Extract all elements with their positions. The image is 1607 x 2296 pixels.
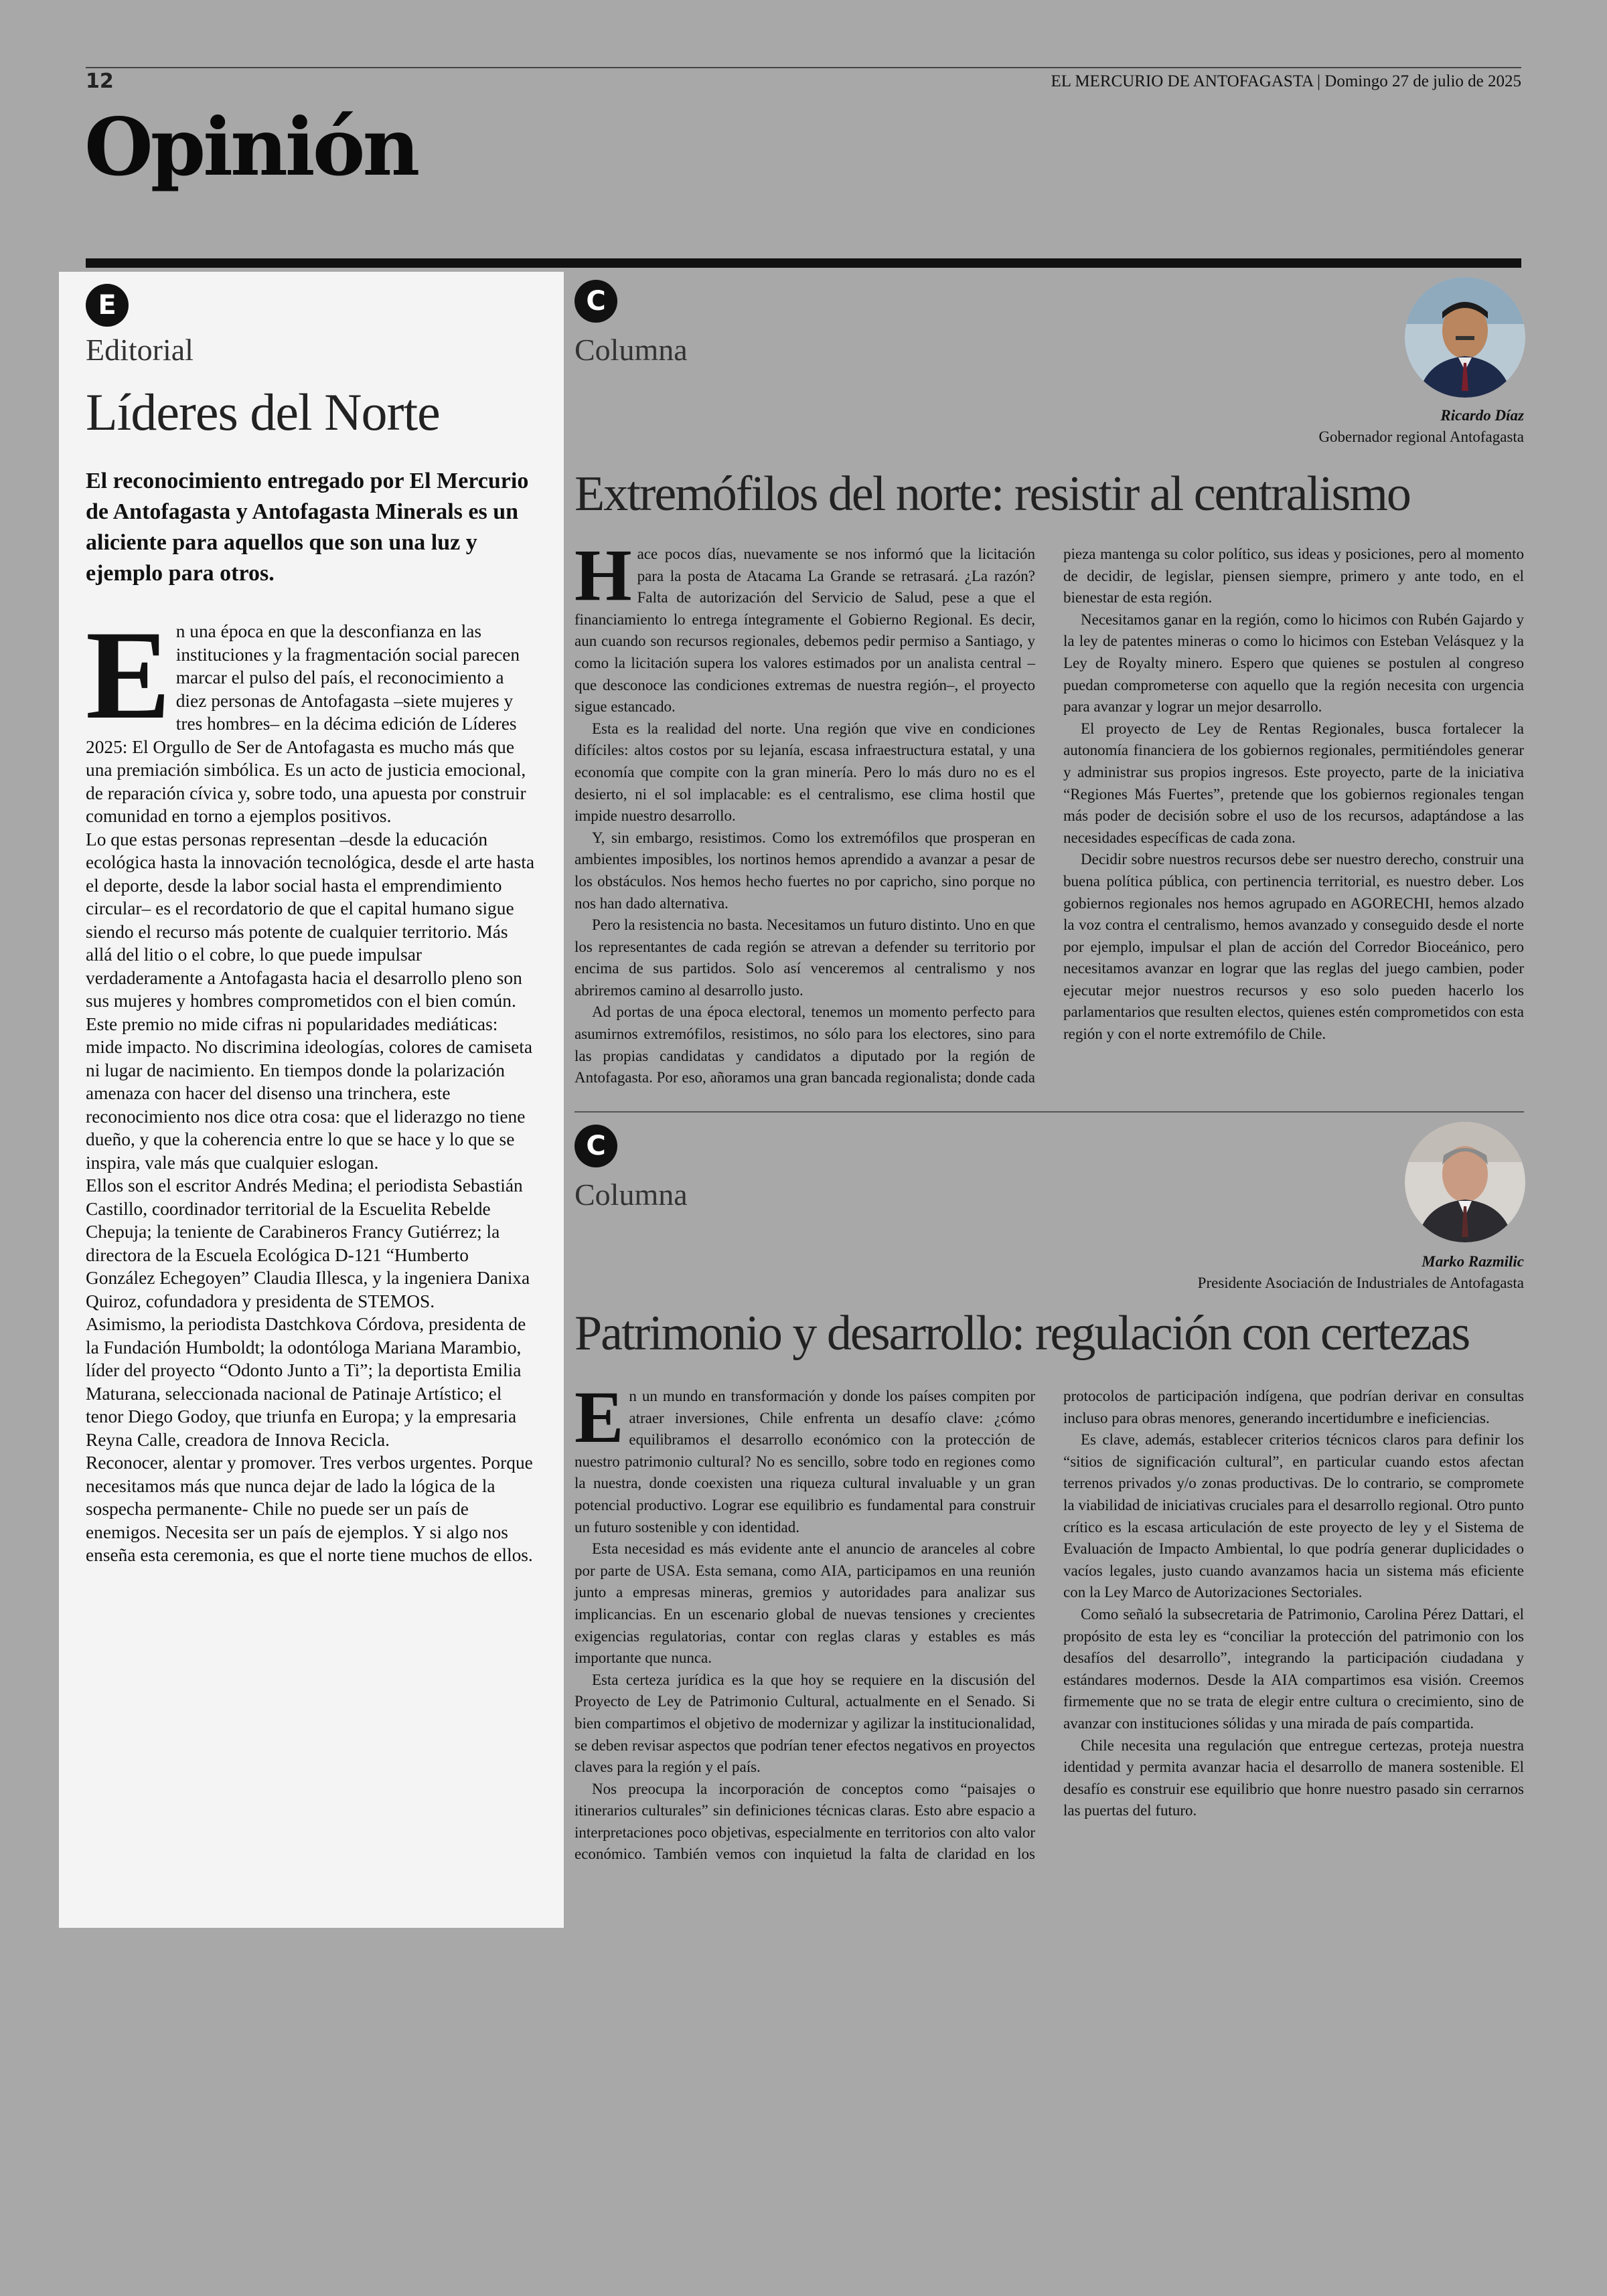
editorial-badge: E	[86, 284, 129, 327]
column2-paragraph: Es clave, además, establecer criterios técnicos claros para definir los “sitios de significación cultural”, en particular cuando estos afectan terrenos privados y/o zonas productivas. De lo contrario, se compromete la viabilidad de iniciativas cruciales para el desarrollo regional. Otro punto crítico es la escasa articulación de este proyecto de ley y el Sistema de Evaluación de Impacto Ambiental, lo que podría generar duplicidades o vacíos legales, justo cuando avanzamos hacia un sistema más eficiente con la Ley Marco de Autorizaciones Sectoriales.	[1063, 1431, 1524, 1601]
column1-paragraph: Esta es la realidad del norte. Una región que vive en condiciones difíciles: altos costos por su lejanía, escasa infraestructura estatal, y una economía que compite con la gran minería. Pero lo más duro no es el desierto, ni el sol implacable: es el centralismo, ese clima hostil que impide nuestro desarrollo.	[575, 720, 1035, 825]
column1-author-name: Ricardo Díaz	[1440, 407, 1524, 424]
column2-paragraph: Esta certeza jurídica es la que hoy se requiere en la discusión del Proyecto de Ley de Patrimonio Cultural, actualmente en el Senado. Si bien compartimos el objetivo de modernizar y agilizar la institucionalidad, se deben revisar aspectos que podrían tener efectos negativos en proyectos claves para la región y el país.	[575, 1671, 1035, 1776]
column2-kicker: Columna	[575, 1177, 688, 1212]
column1-paragraph: Pero la resistencia no basta. Necesitamos un futuro distinto. Uno en que los representantes de cada región se atrevan a defender su territorio por encima de sus partidos. Solo así venceremos al centralismo y nos abriremos camino al desarrollo justo.	[575, 916, 1035, 999]
column2-body	[575, 1376, 1524, 1908]
editorial-paragraph: En una época en que la desconfianza en las instituciones y la fragmentación social parecen marcar el pulso del país, el reconocimiento a diez personas de Antofagasta –siete mujeres y tres hombres– en la décima edición de Líderes 2025: El Orgullo de Ser de Antofagasta es mucho más que una premiación simbólica. Es un acto de justicia emocional, de reparación cívica y, sobre todo, una apuesta por construir comunidad en torno a ejemplos positivos.	[86, 605, 526, 826]
column1-badge: C	[575, 280, 617, 323]
column1-paragraph: Decidir sobre nuestros recursos debe ser nuestro derecho, construir una buena política pública, con pertinencia territorial, es nuestro deber. Los gobiernos regionales nos hemos agrupado en AGORECHI, hemos alzado la voz contra el centralismo, hemos avanzado y conseguido desde el norte por ejemplo, impulsar el plan de acción del Corredor Bioceánico, pero necesitamos avanzar en lograr que las reglas del juego cambien, poder ejecutar mejor nuestros recursos y eso solo pueden hacerlo los parlamentarios que resulten electos, quienes estén comprometidos con esta región y con el norte extremófilo de Chile.	[1063, 851, 1524, 1043]
column1-author-photo	[1405, 277, 1525, 398]
column2-author-name: Marko Razmilic	[1422, 1253, 1524, 1270]
editorial-paragraph: Asimismo, la periodista Dastchkova Córdova, presidenta de la Fundación Humboldt; la odontóloga Mariana Marambio, líder del proyecto “Odonto Junto a Ti”; la deportista Emilia Maturana, seleccionada nacional de Patinaje Artístico; el tenor Diego Godoy, que triunfa en Europa; y la empresaria Reyna Calle, creadora de Innova Recicla.	[86, 1314, 526, 1450]
column2-paragraph: En un mundo en transformación y donde los países compiten por atraer inversiones, Chile enfrenta un desafío clave: ¿cómo equilibramos el desarrollo económico con la protección de nuestro patrimonio cultural? No es sencillo, sobre todo en regiones como la nuestra, donde coexisten una riqueza cultural invaluable y un gran potencial productivo. Lograr ese equilibrio es fundamental para construir un futuro sostenible y con identidad.	[575, 1376, 1035, 1536]
column2-author-role: Presidente Asociación de Industriales de Antofagasta	[1197, 1275, 1524, 1291]
column1-dropcap: H	[575, 534, 632, 616]
editorial-paragraph: Reconocer, alentar y promover. Tres verbos urgentes. Porque necesitamos más que nunca dejar de lado la lógica de la sospecha permanente- Chile no puede ser un país de enemigos. Necesita ser un país de ejemplos. Y si algo nos enseña esta ceremonia, es que el norte tiene muchos de ellos.	[86, 1453, 533, 1565]
editorial-paragraph: Ellos son el escritor Andrés Medina; el periodista Sebastián Castillo, coordinador territorial de la Escuelita Rebelde Chepuja; la teniente de Carabineros Francy Gutiérrez; la directora de la Escuela Ecológica D-121 “Humberto González Echegoyen” Claudia Illesca, y la ingeniera Danixa Quiroz, cofundadora y presidenta de STEMOS.	[86, 1175, 530, 1311]
column1-kicker: Columna	[575, 333, 688, 367]
column2-badge: C	[575, 1125, 617, 1167]
column1-headline: Extremófilos del norte: resistir al centralismo	[575, 467, 1410, 521]
column1-author-role: Gobernador regional Antofagasta	[1318, 428, 1524, 445]
editorial-paragraph: Lo que estas personas representan –desde la educación ecológica hasta la innovación tecnológica, desde el arte hasta el deporte, desde la labor social hasta el emprendimiento circular– es el recordatorio de que el capital humano sigue siendo el recurso más potente de cualquier territorio. Más allá del litio o el cobre, lo que puede impulsar verdaderamente a Antofagasta hacia el desarrollo pleno son sus mujeres y hombres comprometidos con el bien común.	[86, 829, 535, 1011]
column1-paragraph: Necesitamos ganar en la región, como lo hicimos con Rubén Gajardo y la ley de patentes mineras o como lo hicimos con Esteban Velásquez y la Ley de Royalty minero. Espero que quienes se postulen al congreso puedan comprometerse con aquello que la región necesita con urgencia para avanzar y lograr un mejor desarrollo.	[1063, 610, 1524, 716]
editorial-paragraph: Este premio no mide cifras ni popularidades mediáticas: mide impacto. No discrimina ideologías, colores de camiseta ni lugar de nacimiento. En tiempos donde la polarización amenaza con hacer del disenso una trinchera, este reconocimiento nos dice otra cosa: que el liderazgo no tiene dueño, y que la coherencia entre lo que se hace y lo que se inspira, vale más que cualquier eslogan.	[86, 1013, 533, 1173]
top-rule	[86, 67, 1521, 68]
section-title: Opinión	[84, 100, 418, 193]
column-divider	[575, 1111, 1524, 1113]
column1-paragraph: Ad portas de una época electoral, tenemos un momento perfecto para asumirnos extremófilos, resistimos, no sólo para los electores, sino para las propias candidatas y candidatos a diputado por la región de Antofagasta. Por eso, añoramos una gran bancada regionalista; donde cada pieza mantenga su color político, sus ideas y posiciones, pero al momento de decidir, de legislar, piensen siempre, primero y ante todo, en el bienestar de esta región.	[575, 546, 1524, 1086]
column2-author-photo	[1405, 1122, 1525, 1242]
column1-paragraph: El proyecto de Ley de Rentas Regionales, busca fortalecer la autonomía financiera de los gobiernos regionales, permitiéndoles generar y administrar sus propios ingresos. Este proyecto, parte de la iniciativa “Regiones Más Fuertes”, pretende que los gobiernos regionales tengan más poder de decisión sobre el uso de los recursos, adaptándose a las necesidades específicas de cada zona.	[1063, 720, 1524, 846]
editorial-box	[59, 272, 564, 1928]
editorial-dropcap: E	[86, 605, 171, 746]
editorial-headline: Líderes del Norte	[86, 383, 440, 441]
editorial-kicker: Editorial	[86, 333, 194, 367]
column2-paragraph: Como señaló la subsecretaria de Patrimonio, Carolina Pérez Dattari, el propósito de esta ley es “conciliar la protección del patrimonio con los desafíos del desarrollo”, integrando la participación ciudadana y estándares modernos. Desde la AIA compartimos esa visión. Creemos firmemente que no se trata de elegir entre cultura o crecimiento, sino de avanzar con instituciones sólidas y una mirada de país compartida.	[1063, 1605, 1524, 1732]
section-rule	[86, 258, 1521, 268]
column1-paragraph: Hace pocos días, nuevamente se nos informó que la licitación para la posta de Atacama La Grande se retrasará. ¿La razón? Falta de autorización del Servicio de Salud, pese a que el financiamiento lo entrega íntegramente el Gobierno Regional. Es decir, aun cuando son recursos regionales, debemos pedir permiso a Santiago, y como la licitación supera los valores estimados por un analista central –que desconoce las condiciones extremas de nuestra región–, el proyecto sigue estancado.	[575, 534, 1035, 716]
column2-dropcap: E	[575, 1376, 624, 1458]
editorial-deck: El reconocimiento entregado por El Mercurio de Antofagasta y Antofagasta Minerals es un aliciente para aquellos que son una luz y ejemplo para otros.	[86, 469, 529, 586]
masthead: EL MERCURIO DE ANTOFAGASTA | Domingo 27 de julio de 2025	[1051, 72, 1521, 90]
column2-paragraph: Esta necesidad es más evidente ante el anuncio de aranceles al cobre por parte de USA. Esta semana, como AIA, participamos en una reunión junto a empresas mineras, gremios y autoridades para analizar sus implicancias. En un escenario global de nuevas tensiones y crecientes exigencias regulatorias, contar con reglas claras y estables es más importante que nunca.	[575, 1540, 1035, 1667]
column1-body	[575, 534, 1524, 1104]
editorial-body	[86, 605, 537, 1567]
column1-paragraph: Y, sin embargo, resistimos. Como los extremófilos que prosperan en ambientes imposibles, los nortinos hemos aprendido a avanzar a pesar de los obstáculos. Nos hemos hecho fuertes no por capricho, sino porque no nos han dado alternativa.	[575, 829, 1035, 912]
column2-paragraph: Chile necesita una regulación que entregue certezas, proteja nuestra identidad y permita avanzar hacia el desarrollo de manera sostenible. El desafío es construir ese equilibrio que honre nuestro pasado sin cerrarnos las puertas del futuro.	[1063, 1736, 1524, 1819]
column2-paragraph: Nos preocupa la incorporación de conceptos como “paisajes o itinerarios culturales” sin definiciones técnicas claras. Esto abre espacio a interpretaciones poco objetivas, especialmente en territorios con alto valor económico. También vemos con inquietud la falta de claridad en los protocolos de participación indígena, que podrían derivar en consultas incluso para obras menores, generando incertidumbre e ineficiencias.	[575, 1388, 1524, 1863]
column2-headline: Patrimonio y desarrollo: regulación con certezas	[575, 1306, 1470, 1361]
page-number: 12	[86, 70, 114, 93]
